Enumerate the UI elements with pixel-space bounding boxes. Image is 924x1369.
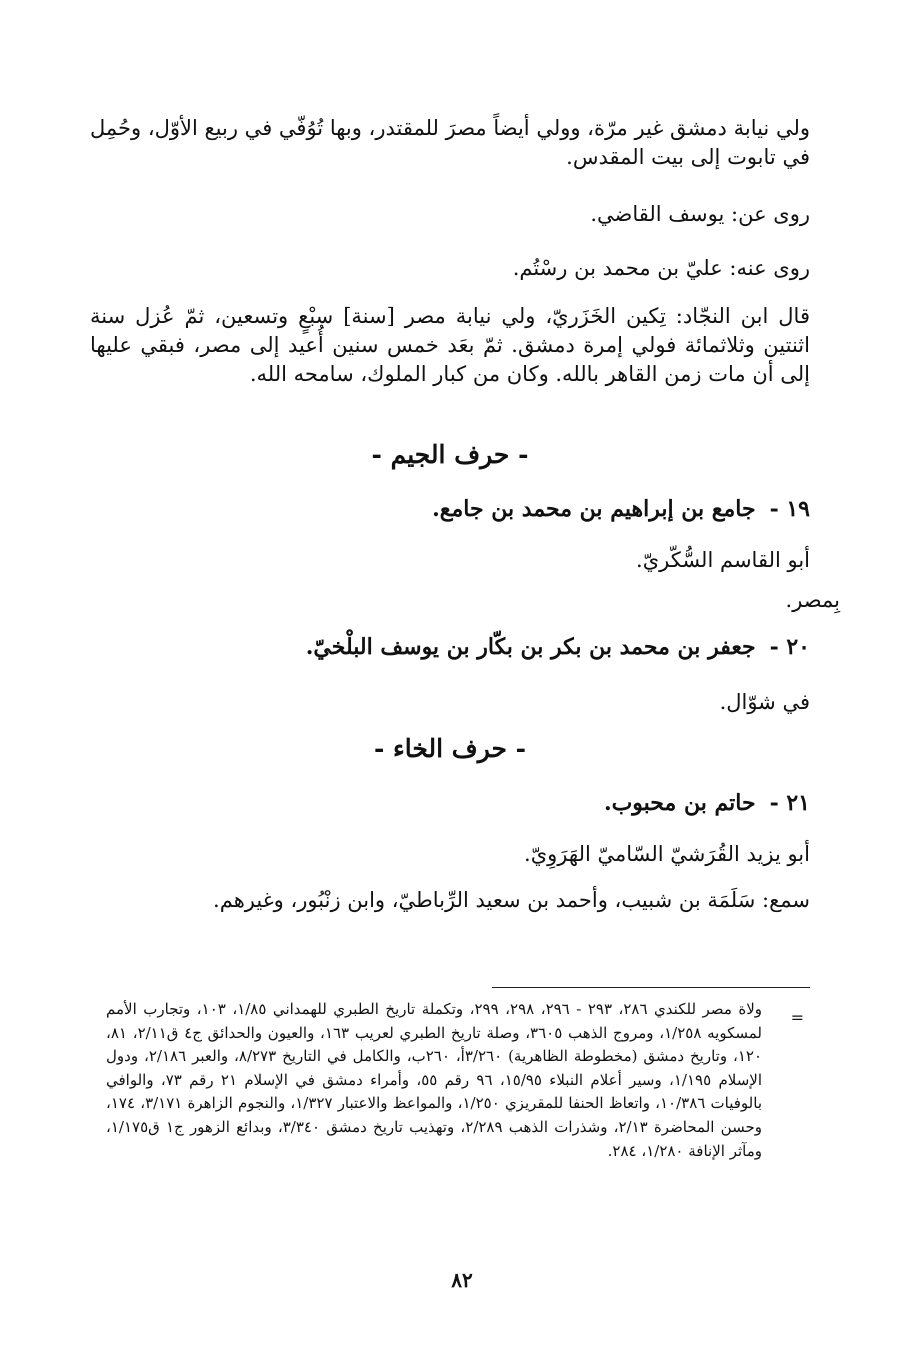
entry-19-kunya: أبو القاسم السُّكّريّ. xyxy=(636,548,810,572)
narrated-by-line: روى عنه: عليّ بن محمد بن رسْتُم. xyxy=(512,256,810,280)
entry-21-title xyxy=(90,788,810,818)
entry-21-name: حاتم بن محبوب. xyxy=(603,790,756,816)
ibn-najjad-paragraph: قال ابن النجّاد: تِكين الخَزَريّ، ولي نيابة مصر [سنة] سبْعٍ وتسعين، ثمّ عُزل سنة اثنتين وثلاثمائة فولي إمرة دمشق. ثمّ بعَد خمس سنين أُعيد إلى مصر، فبقي عليها إلى أن مات زمن القاهر بالله. وكان من كبار الملوك، سامحه الله. xyxy=(90,304,810,386)
entry-19-name: جامع بن إبراهيم بن محمد بن جامع. xyxy=(432,496,756,522)
entry-19-location: بِمصر. xyxy=(785,588,840,612)
entry-20-number: ٢٠ - xyxy=(769,634,810,660)
entry-20-name: جعفر بن محمد بن بكر بن بكّار بن يوسف البلْخيّ. xyxy=(305,634,756,660)
narrated-from-line: روى عن: يوسف القاضي. xyxy=(590,202,810,226)
entry-20-date: في شوّال. xyxy=(719,690,810,714)
entry-21-heard-from: سمع: سَلَمَة بن شبيب، وأحمد بن سعيد الرِّباطيّ، وابن زنْبُور، وغيرهم. xyxy=(213,888,810,912)
intro-paragraph: ولي نيابة دمشق غير مرّة، وولي أيضاً مصرَ للمقتدر، وبها تُوُفّي في ربيع الأوّل، وحُمِل في تابوت إلى بيت المقدس. xyxy=(90,116,810,169)
section-heading-kha: - حرف الخاء - xyxy=(373,734,527,763)
entry-19-title xyxy=(90,494,810,524)
page-number: ٨٢ xyxy=(451,1268,473,1292)
footnote-text: ولاة مصر للكندي ٢٨٦، ٢٩٣ - ٢٩٦، ٢٩٨، ٢٩٩، وتكملة تاريخ الطبري للهمداني ١/٨٥، ١٠٣، وتجارب الأمم لمسكويه ١/٢٥٨، ومروج الذهب ٣٦٠٥، وصلة تاريخ الطبري لعريب ١٦٣، والعيون والحدائق ج٤ ق٢/١١، ٨١، ١٢٠، وتاريخ دمشق (مخطوطة الظاهرية) ٣/٢٦٠أ، ٢٦٠ب، والكامل في التاريخ ٨/٢٧٣، والعبر ٢/١٨٦، ودول الإسلام ١/١٩٥، وسير أعلام النبلاء ١٥/٩٥، ٩٦ رقم ٥٥، وأمراء دمشق في الإسلام ٢١ رقم ٧٣، والوافي بالوفيات ١٠/٣٨٦، واتعاظ الحنفا للمقريزي ١/٢٥٠، والمواعظ والاعتبار ١/٣٢٧، والنجوم الزاهرة ٣/١٧١، ١٧٤، وحسن المحاضرة ٢/١٣، وشذرات الذهب ٢/٢٨٩، وتهذيب تاريخ دمشق ٣/٣٤٠، وبدائع الزهور ج١ ق١/١٧٥، ومآثر الإنافة ١/٢٨٠، ٢٨٤. xyxy=(106,1000,763,1160)
footnote-continuation-marker: = xyxy=(790,1008,804,1027)
entry-19-number: ١٩ - xyxy=(769,496,810,522)
footnote-separator xyxy=(492,987,810,988)
entry-21-kunya: أبو يزيد القُرَشيّ السّاميّ الهَرَوِيّ. xyxy=(524,842,810,866)
section-heading-jim: - حرف الجيم - xyxy=(371,440,529,469)
entry-20-title xyxy=(90,632,810,662)
entry-21-number: ٢١ - xyxy=(769,790,810,816)
